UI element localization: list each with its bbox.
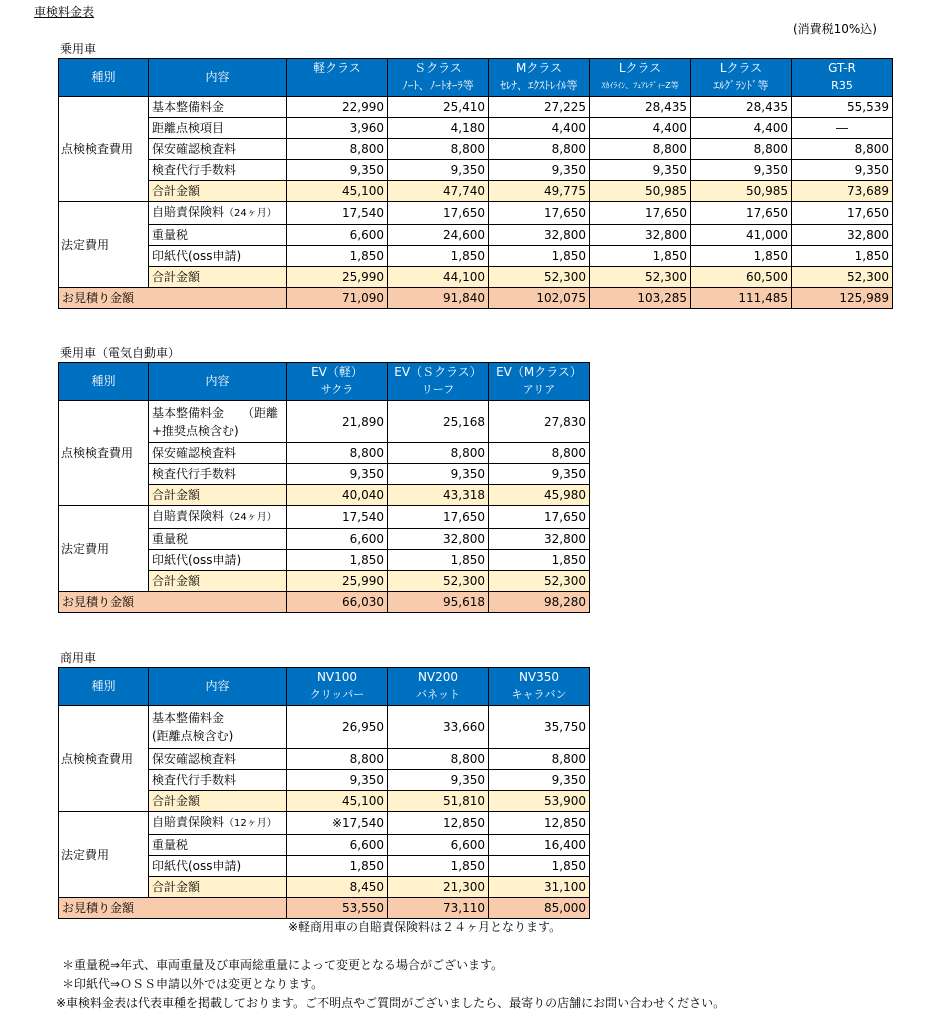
item-label-text: 自賠責保険料 (152, 205, 225, 219)
item-label-text: 自賠責保険料 (152, 815, 225, 829)
subtotal-row (59, 267, 893, 288)
price-cell: 8,800 (287, 749, 388, 770)
item-label-text: 重量税 (152, 228, 189, 242)
subtotal-cell: 25,990 (287, 571, 388, 592)
header-vehicle-class (287, 363, 388, 401)
price-cell: 9,350 (489, 770, 590, 791)
category-cell: 法定費用 (59, 506, 149, 592)
header-class-models: サクラ (320, 383, 354, 396)
price-cell: 17,540 (287, 506, 388, 529)
price-cell: 25,168 (388, 401, 489, 443)
subtotal-cell: 21,300 (388, 877, 489, 898)
subtotal-cell: 8,450 (287, 877, 388, 898)
subtotal-cell: 45,100 (287, 791, 388, 812)
price-cell: 8,800 (388, 443, 489, 464)
table-row (59, 506, 590, 529)
price-cell: 8,800 (388, 139, 489, 160)
header-content: 内容 (149, 363, 287, 401)
grand-total-row (59, 288, 893, 309)
price-cell: 24,600 (388, 225, 489, 246)
item-label-text: 印紙代(oss申請) (152, 553, 242, 567)
table-row (59, 225, 893, 246)
subtotal-label: 合計金額 (149, 181, 287, 202)
header-type: 種別 (59, 363, 149, 401)
grand-total-label: お見積り金額 (59, 288, 287, 309)
price-cell: 1,850 (590, 246, 691, 267)
price-cell: 12,850 (388, 812, 489, 835)
price-cell: 4,400 (489, 118, 590, 139)
header-content: 内容 (149, 59, 287, 97)
header-class-name: NV200 (417, 670, 459, 684)
header-class-name: NV100 (316, 670, 358, 684)
price-cell: 25,410 (388, 97, 489, 118)
header-vehicle-class (590, 59, 691, 97)
price-cell: 17,650 (388, 506, 489, 529)
header-vehicle-class (287, 59, 388, 97)
price-cell: 1,850 (489, 856, 590, 877)
header-class-models: R35 (831, 79, 853, 92)
category-cell: 点検検査費用 (59, 706, 149, 812)
price-cell: 17,650 (691, 202, 792, 225)
item-label (149, 139, 287, 160)
price-cell: 1,850 (287, 856, 388, 877)
grand-total-label: お見積り金額 (59, 898, 287, 919)
subtotal-cell: 52,300 (792, 267, 893, 288)
price-cell: 8,800 (287, 443, 388, 464)
price-cell: 28,435 (590, 97, 691, 118)
item-label-text: 検査代行手数料 (152, 163, 237, 177)
price-cell: 6,600 (287, 225, 388, 246)
table-row (59, 706, 590, 749)
subtotal-cell: 49,775 (489, 181, 590, 202)
price-cell: 32,800 (792, 225, 893, 246)
subtotal-cell: 31,100 (489, 877, 590, 898)
price-cell: 12,850 (489, 812, 590, 835)
header-class-models: ｾﾚﾅ、ｴｸｽﾄﾚｲﾙ等 (500, 79, 578, 92)
price-cell: 1,850 (489, 246, 590, 267)
item-label (149, 856, 287, 877)
item-label-line1: 基本整備料金 (152, 711, 225, 725)
grand-total-cell: 85,000 (489, 898, 590, 919)
subtotal-cell: 52,300 (388, 571, 489, 592)
header-vehicle-class (489, 363, 590, 401)
price-cell: ― (792, 118, 893, 139)
header-vehicle-class (792, 59, 893, 97)
table-row (59, 202, 893, 225)
subtotal-cell: 53,900 (489, 791, 590, 812)
price-cell: 27,830 (489, 401, 590, 443)
price-cell: 33,660 (388, 706, 489, 749)
subtotal-label: 合計金額 (149, 791, 287, 812)
price-cell: 27,225 (489, 97, 590, 118)
price-cell: 1,850 (388, 550, 489, 571)
category-cell: 点検検査費用 (59, 401, 149, 506)
header-class-name: EV（軽） (311, 365, 363, 379)
price-cell: 16,400 (489, 835, 590, 856)
price-cell: 9,350 (388, 770, 489, 791)
grand-total-cell: 125,989 (792, 288, 893, 309)
header-class-name: 軽クラス (313, 61, 361, 75)
item-label-period: （24ヶ月） (224, 208, 277, 219)
subtotal-row (59, 181, 893, 202)
table-row (59, 97, 893, 118)
price-cell: 32,800 (489, 225, 590, 246)
item-label-text: 検査代行手数料 (152, 467, 237, 481)
grand-total-cell: 71,090 (287, 288, 388, 309)
item-label-text: 重量税 (152, 532, 189, 546)
item-label (149, 118, 287, 139)
grand-total-cell: 98,280 (489, 592, 590, 613)
subtotal-cell: 60,500 (691, 267, 792, 288)
header-vehicle-class (388, 363, 489, 401)
subtotal-cell: 47,740 (388, 181, 489, 202)
grand-total-cell: 73,110 (388, 898, 489, 919)
price-cell: 9,350 (287, 464, 388, 485)
subtotal-cell: 45,980 (489, 485, 590, 506)
price-cell: 8,800 (489, 139, 590, 160)
header-vehicle-class (287, 668, 388, 706)
subtotal-label: 合計金額 (149, 877, 287, 898)
price-cell: 1,850 (388, 856, 489, 877)
item-label-text: 保安確認検査料 (152, 142, 237, 156)
header-class-name: Lクラス (719, 61, 763, 75)
item-label (149, 97, 287, 118)
price-cell: 8,800 (691, 139, 792, 160)
grand-total-cell: 103,285 (590, 288, 691, 309)
grand-total-row (59, 592, 590, 613)
subtotal-cell: 50,985 (590, 181, 691, 202)
item-label (149, 225, 287, 246)
subtotal-cell: 43,318 (388, 485, 489, 506)
grand-total-cell: 66,030 (287, 592, 388, 613)
page-title: 車検料金表 (34, 5, 95, 19)
price-cell: ※17,540 (287, 812, 388, 835)
section-title-commercial: 商用車 (60, 651, 97, 665)
subtotal-cell: 52,300 (489, 571, 590, 592)
header-class-name: Mクラス (516, 61, 562, 75)
header-class-name: Lクラス (618, 61, 662, 75)
price-cell: 32,800 (590, 225, 691, 246)
price-cell: 32,800 (489, 529, 590, 550)
price-cell: 9,350 (590, 160, 691, 181)
section-title-passenger: 乗用車 (60, 42, 97, 56)
header-class-models: リーフ (421, 383, 455, 396)
price-cell: 32,800 (388, 529, 489, 550)
header-class-models: バネット (416, 688, 460, 701)
grand-total-cell: 53,550 (287, 898, 388, 919)
item-label (149, 443, 287, 464)
price-cell: 9,350 (691, 160, 792, 181)
header-class-name: GT-R (828, 61, 856, 75)
price-cell: 9,350 (388, 160, 489, 181)
header-type: 種別 (59, 59, 149, 97)
price-cell: 6,600 (287, 529, 388, 550)
price-cell: 17,540 (287, 202, 388, 225)
item-label-text: 重量税 (152, 838, 189, 852)
price-cell: 26,950 (287, 706, 388, 749)
price-cell: 8,800 (792, 139, 893, 160)
footnote-stamp-fee: ＊印紙代⇒ＯＳＳ申請以外では変更となります。 (62, 977, 324, 991)
price-cell: 8,800 (388, 749, 489, 770)
item-label (149, 160, 287, 181)
price-cell: 8,800 (590, 139, 691, 160)
item-label-text: 保安確認検査料 (152, 752, 237, 766)
header-class-name: EV（Ｓクラス） (394, 365, 482, 379)
subtotal-cell: 52,300 (489, 267, 590, 288)
subtotal-cell: 52,300 (590, 267, 691, 288)
price-cell: 1,850 (489, 550, 590, 571)
price-cell: 9,350 (287, 770, 388, 791)
table-row (59, 139, 893, 160)
item-label: 基本整備料金 （距離+推奨点検含む) (149, 401, 287, 443)
header-vehicle-class (489, 59, 590, 97)
price-cell: 55,539 (792, 97, 893, 118)
header-vehicle-class (489, 668, 590, 706)
grand-total-row (59, 898, 590, 919)
price-cell: 8,800 (489, 749, 590, 770)
subtotal-cell: 45,100 (287, 181, 388, 202)
price-cell: 22,990 (287, 97, 388, 118)
table-row (59, 118, 893, 139)
price-cell: 6,600 (388, 835, 489, 856)
subtotal-label: 合計金額 (149, 571, 287, 592)
table-row (59, 401, 590, 443)
subtotal-cell: 40,040 (287, 485, 388, 506)
footnote-weight-tax: ＊重量税⇒年式、車両重量及び車両総重量によって変更となる場合がございます。 (62, 958, 504, 972)
category-cell: 点検検査費用 (59, 97, 149, 202)
item-label-text: 印紙代(oss申請) (152, 249, 242, 263)
price-cell: 1,850 (287, 550, 388, 571)
grand-total-cell: 91,840 (388, 288, 489, 309)
price-table-ev (58, 362, 590, 613)
header-class-name: EV（Mクラス） (496, 365, 582, 379)
header-type: 種別 (59, 668, 149, 706)
header-class-models: ｽｶｲﾗｲﾝ、ﾌｪｱﾚﾃﾞｨｰZ等 (601, 81, 679, 90)
tax-note: (消費税10%込) (792, 22, 877, 36)
header-row (59, 668, 590, 706)
item-label (149, 749, 287, 770)
section-title-ev: 乗用車（電気自動車） (60, 346, 181, 360)
subtotal-cell: 25,990 (287, 267, 388, 288)
grand-total-cell: 102,075 (489, 288, 590, 309)
item-label (149, 812, 287, 835)
item-label (149, 464, 287, 485)
table-row (59, 246, 893, 267)
price-cell: 9,350 (489, 464, 590, 485)
price-cell: 8,800 (287, 139, 388, 160)
subtotal-cell: 44,100 (388, 267, 489, 288)
header-class-models: ﾉｰﾄ、ﾉｰﾄｵｰﾗ等 (402, 79, 474, 92)
item-label-text: 基本整備料金 (152, 100, 225, 114)
header-class-models: アリア (522, 383, 556, 396)
grand-total-label: お見積り金額 (59, 592, 287, 613)
item-label-text: 印紙代(oss申請) (152, 859, 242, 873)
header-row (59, 363, 590, 401)
price-cell: 28,435 (691, 97, 792, 118)
header-class-models: ｴﾙｸﾞﾗﾝﾄﾞ等 (713, 79, 769, 92)
item-label-period: （24ヶ月） (224, 512, 277, 523)
subtotal-cell: 73,689 (792, 181, 893, 202)
grand-total-cell: 95,618 (388, 592, 489, 613)
item-label-text: 距離点検項目 (152, 121, 225, 135)
item-label-period: （12ヶ月） (224, 818, 277, 829)
commercial-note: ※軽商用車の自賠責保険料は２４ヶ月となります。 (288, 920, 562, 934)
price-cell: 9,350 (489, 160, 590, 181)
category-cell: 法定費用 (59, 812, 149, 898)
item-label-text: 自賠責保険料 (152, 509, 225, 523)
table-row (59, 812, 590, 835)
price-cell: 17,650 (489, 506, 590, 529)
price-cell: 1,850 (287, 246, 388, 267)
price-cell: 1,850 (792, 246, 893, 267)
grand-total-cell: 111,485 (691, 288, 792, 309)
price-cell: 6,600 (287, 835, 388, 856)
item-label (149, 835, 287, 856)
price-cell: 41,000 (691, 225, 792, 246)
price-cell: 4,400 (691, 118, 792, 139)
header-vehicle-class (388, 668, 489, 706)
price-cell: 8,800 (489, 443, 590, 464)
item-label-line2: (距離点検含む) (152, 729, 234, 743)
item-label (149, 506, 287, 529)
footnote-general: ※車検料金表は代表車種を掲載しております。ご不明点やご質問がございましたら、最寄りの店舗にお問い合わせください。 (56, 996, 726, 1010)
item-label-text: 保安確認検査料 (152, 446, 237, 460)
header-row (59, 59, 893, 97)
price-cell: 9,350 (287, 160, 388, 181)
price-cell: 17,650 (792, 202, 893, 225)
subtotal-cell: 51,810 (388, 791, 489, 812)
header-class-models: クリッパー (309, 688, 365, 701)
header-class-name: NV350 (518, 670, 560, 684)
price-cell: 21,890 (287, 401, 388, 443)
item-label-text: 検査代行手数料 (152, 773, 237, 787)
item-label (149, 246, 287, 267)
price-cell: 4,400 (590, 118, 691, 139)
item-label (149, 202, 287, 225)
price-table-commercial (58, 667, 590, 919)
price-cell: 9,350 (792, 160, 893, 181)
price-cell: 1,850 (388, 246, 489, 267)
subtotal-label: 合計金額 (149, 485, 287, 506)
price-cell: 3,960 (287, 118, 388, 139)
price-cell: 1,850 (691, 246, 792, 267)
header-vehicle-class (691, 59, 792, 97)
price-cell: 17,650 (489, 202, 590, 225)
price-cell: 35,750 (489, 706, 590, 749)
item-label (149, 529, 287, 550)
item-label (149, 550, 287, 571)
header-content: 内容 (149, 668, 287, 706)
header-vehicle-class (388, 59, 489, 97)
subtotal-cell: 50,985 (691, 181, 792, 202)
price-cell: 9,350 (388, 464, 489, 485)
subtotal-label: 合計金額 (149, 267, 287, 288)
item-label (149, 770, 287, 791)
price-cell: 17,650 (388, 202, 489, 225)
price-cell: 4,180 (388, 118, 489, 139)
table-row (59, 160, 893, 181)
item-label (149, 706, 287, 749)
price-cell: 17,650 (590, 202, 691, 225)
category-cell: 法定費用 (59, 202, 149, 288)
price-table-passenger (58, 58, 893, 309)
header-class-models: キャラバン (511, 688, 567, 701)
header-class-name: Ｓクラス (414, 61, 462, 75)
